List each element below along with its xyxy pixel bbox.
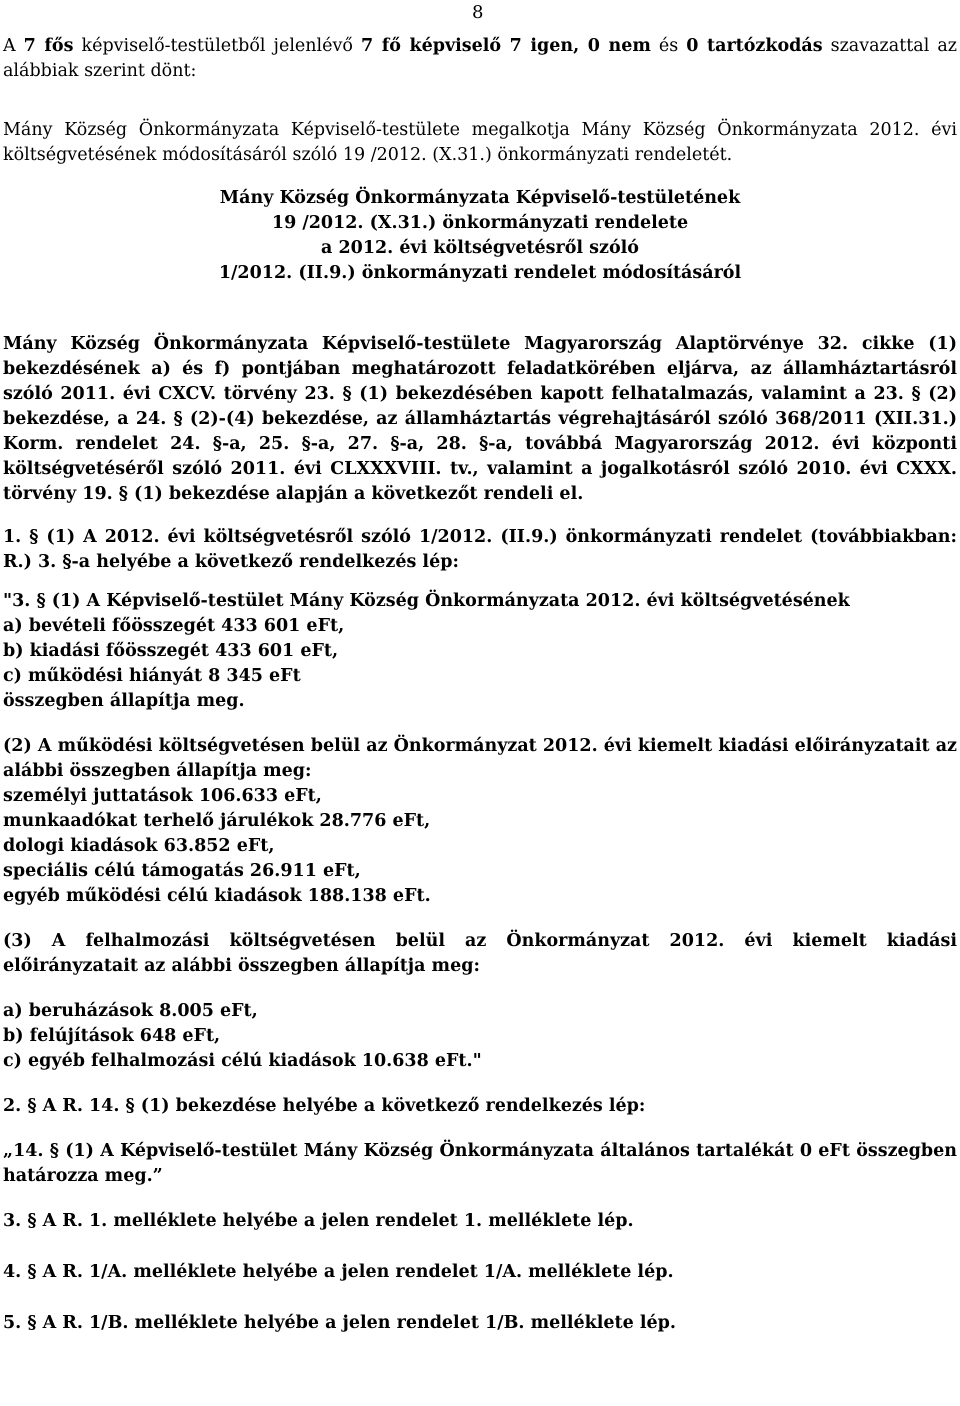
list-item: dologi kiadások 63.852 eFt, [3, 836, 275, 856]
intro-text-1: A [3, 36, 24, 56]
section-2-text: „14. § (1) A Képviselő-testület Mány Község Önkormányzata általános tartalékát 0 eFt összegben határozza meg.” [3, 1141, 957, 1186]
section-3: 3. § A R. 1. melléklete helyébe a jelen rendelet 1. melléklete lép. [3, 1211, 634, 1231]
section-1-paragraph-3 [3, 929, 957, 1074]
intro-text-4: szavazattal az alábbiak szerint dönt: [3, 36, 957, 81]
intro-text-3: és [650, 36, 687, 56]
paragraph-2-title: (2) A működési költségvetésen belül az Önkormányzat 2012. évi kiemelt kiadási előirányzatait az alábbi összegben állapítja meg: [3, 736, 957, 781]
decree-title-line-2: 19 /2012. (X.31.) önkormányzati rendelete [271, 213, 689, 233]
decree-title-line-3: a 2012. évi költségvetésről szóló [321, 238, 639, 258]
list-item: c) működési hiányát 8 345 eFt [3, 666, 301, 686]
decree-title-line-4: 1/2012. (II.9.) önkormányzati rendelet módosításáról [218, 263, 742, 283]
list-item: összegben állapítja meg. [3, 691, 245, 711]
intro-count-2: 7 fő képviselő 7 igen, 0 nem [360, 36, 651, 56]
section-5: 5. § A R. 1/B. melléklete helyébe a jelen rendelet 1/B. melléklete lép. [3, 1313, 676, 1333]
list-item: b) kiadási főösszegét 433 601 eFt, [3, 641, 339, 661]
resolution-text: Mány Község Önkormányzata Képviselő-testülete megalkotja Mány Község Önkormányzata 2012. évi költségvetésének módosításáról szóló 19 /2012. (X.31.) önkormányzati rendeletét. [3, 120, 957, 165]
decree-title-line-1: Mány Község Önkormányzata Képviselő-testületének [219, 188, 741, 208]
section-1-paragraph-1 [3, 589, 957, 714]
list-item: személyi juttatások 106.633 eFt, [3, 786, 322, 806]
preamble: Mány Község Önkormányzata Képviselő-testülete Magyarország Alaptörvénye 32. cikke (1) bekezdésének a) és f) pontjában meghatározott feladatkörében eljárva, az államháztartásról szóló 2011. évi CXCV. törvény 23. § (1) bekezdésében kapott felhatalmazás, valamint a 23. § (2) bekezdése, a 24. § (2)-(4) bekezdése, az államháztartás végrehajtásáról szóló 368/2011 (XII.31.) Korm. rendelet 24. §-a, 25. §-a, 27. §-a, 28. §-a, továbbá Magyarország 2012. évi központi költségvetéséről szóló 2011. évi CLXXXVIII. tv., valamint a jogalkotásról szóló 2010. évi CXXX. törvény 19. § (1) bekezdése alapján a következőt rendeli el. [3, 334, 957, 504]
list-item: munkaadókat terhelő járulékok 28.776 eFt, [3, 811, 431, 831]
document-page [3, 34, 957, 1336]
intro-count-1: 7 fős [23, 36, 74, 56]
page-number: 8 [472, 2, 484, 23]
list-item: egyéb működési célú kiadások 188.138 eFt. [3, 886, 431, 906]
section-1-heading: 1. § (1) A 2012. évi költségvetésről szóló 1/2012. (II.9.) önkormányzati rendelet (továbbiakban: R.) 3. §-a helyébe a következő rendelkezés lép: [3, 527, 957, 572]
section-1-paragraph-2 [3, 734, 957, 909]
intro-count-3: 0 tartózkodás [686, 36, 823, 56]
list-item: a) bevételi főösszegét 433 601 eFt, [3, 616, 345, 636]
list-item: speciális célú támogatás 26.911 eFt, [3, 861, 361, 881]
vote-intro [3, 34, 957, 84]
section-2-heading: 2. § A R. 14. § (1) bekezdése helyébe a következő rendelkezés lép: [3, 1096, 646, 1116]
list-item: c) egyéb felhalmozási célú kiadások 10.638 eFt." [3, 1051, 482, 1071]
decree-title [3, 186, 957, 286]
intro-text-2: képviselő-testületből jelenlévő [73, 36, 361, 56]
paragraph-1-title: "3. § (1) A Képviselő-testület Mány Község Önkormányzata 2012. évi költségvetésének [3, 591, 850, 611]
list-item: b) felújítások 648 eFt, [3, 1026, 221, 1046]
section-4: 4. § A R. 1/A. melléklete helyébe a jelen rendelet 1/A. melléklete lép. [3, 1262, 674, 1282]
paragraph-3-title: (3) A felhalmozási költségvetésen belül az Önkormányzat 2012. évi kiemelt kiadási előirányzatait az alábbi összegben állapítja meg: [3, 931, 957, 976]
list-item: a) beruházások 8.005 eFt, [3, 1001, 258, 1021]
